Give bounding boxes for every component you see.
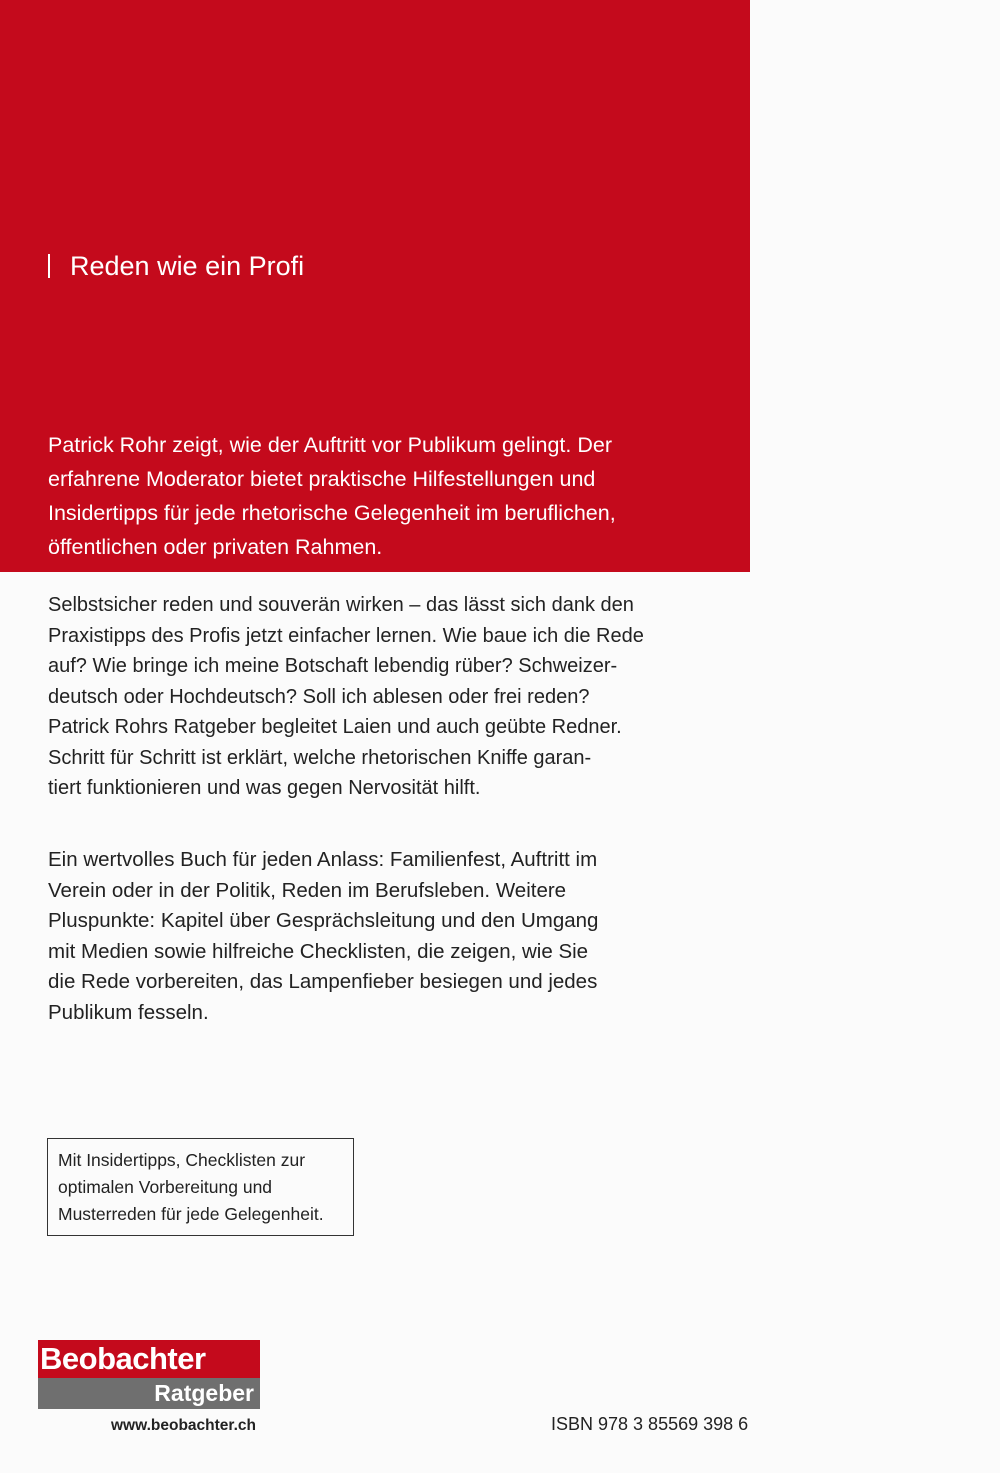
body-line: Publikum fesseln.	[48, 1000, 209, 1024]
heading-text: Reden wie ein Profi	[70, 251, 305, 281]
body-line: Ein wertvolles Buch für jeden Anlass: Familienfest, Auftritt im	[48, 848, 598, 871]
lead-line: Patrick Rohr zeigt, wie der Auftritt vor Publikum gelingt. Der	[48, 433, 612, 457]
body-line: Verein oder in der Politik, Reden im Berufsleben. Weitere	[48, 878, 567, 902]
body-line: Schritt für Schritt ist erklärt, welche rhetorischen Kniffe garan-	[48, 746, 592, 769]
info-box-line: Musterreden für jede Gelegenheit.	[58, 1204, 324, 1224]
body-line: Selbstsicher reden und souverän wirken – das lässt sich dank den	[48, 594, 634, 616]
info-box-line: Mit Insidertipps, Checklisten zur	[58, 1150, 306, 1170]
lead-line: Insidertipps für jede rhetorische Gelegenheit im beruflichen,	[48, 501, 616, 525]
body-paragraph-2	[48, 845, 728, 1028]
isbn: ISBN 978 3 85569 398 6	[551, 1414, 749, 1434]
body-line: tiert funktionieren und was gegen Nervosität hilft.	[48, 777, 481, 799]
publisher-logo	[38, 1340, 260, 1437]
logo-brand: Beobachter	[38, 1340, 260, 1378]
body-line: die Rede vorbereiten, das Lampenfieber besiegen und jedes	[48, 970, 598, 993]
body-line: Patrick Rohrs Ratgeber begleitet Laien und auch geübte Redner.	[48, 716, 622, 738]
body-line: Pluspunkte: Kapitel über Gesprächsleitung und den Umgang	[48, 909, 599, 932]
body-line: mit Medien sowie hilfreiche Checklisten, die zeigen, wie Sie	[48, 939, 589, 963]
publisher-url: www.beobachter.ch	[111, 1417, 256, 1434]
lead-paragraph	[48, 428, 728, 564]
body-line: deutsch oder Hochdeutsch? Soll ich ablesen oder frei reden?	[48, 685, 590, 708]
info-box	[47, 1138, 354, 1236]
lead-line: erfahrene Moderator bietet praktische Hilfestellungen und	[48, 467, 596, 491]
info-box-line: optimalen Vorbereitung und	[58, 1177, 273, 1197]
logo-series: Ratgeber	[38, 1378, 260, 1409]
heading-bar	[48, 254, 50, 278]
heading	[48, 246, 304, 286]
body-line: Praxistipps des Profis jetzt einfacher lernen. Wie baue ich die Rede	[48, 624, 644, 647]
lead-line: öffentlichen oder privaten Rahmen.	[48, 535, 383, 559]
body-paragraph-1	[48, 590, 728, 804]
body-line: auf? Wie bringe ich meine Botschaft lebendig rüber? Schweizer-	[48, 655, 618, 677]
